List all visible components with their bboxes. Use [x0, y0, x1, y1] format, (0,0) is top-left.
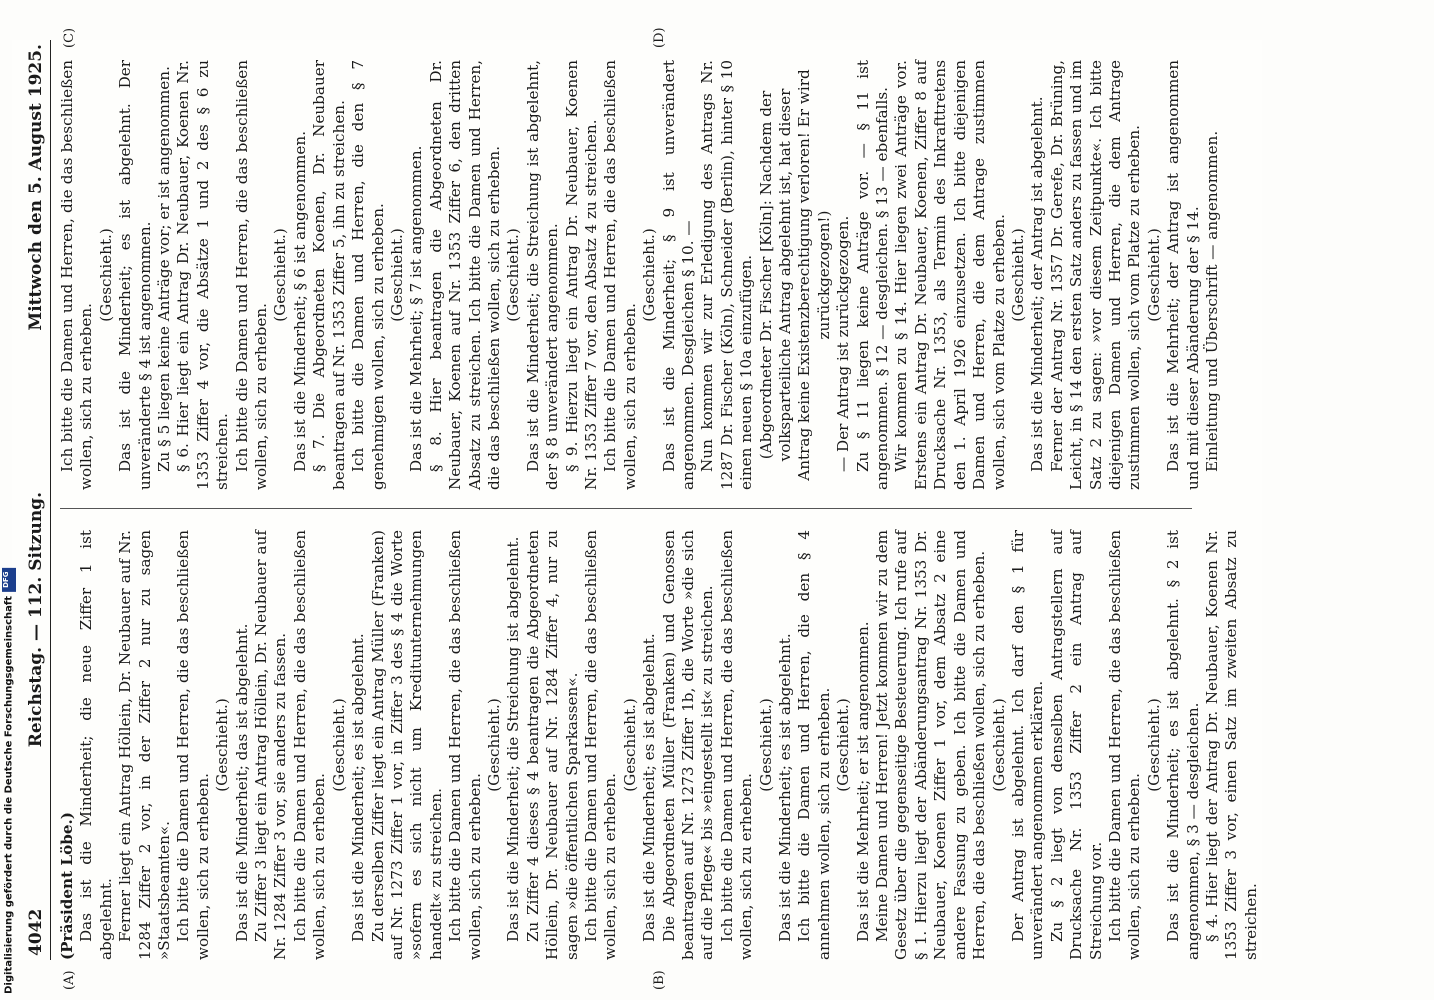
paragraph: Ferner der Antrag Nr. 1357 Dr. Gerefe, Dr. Brüning, Leicht, in § 14 den ersten Satz anders zu fassen und im Satz 2 zu sagen: »vor diesem Zeitpunkte«. Ich bitte diejenigen Damen und Herren, die dem Antrage zustimmen wollen, sich vom Platze zu erheben.: [1047, 60, 1144, 490]
margin-mark-c: (C): [62, 27, 77, 48]
paragraph: Nun kommen wir zur Erledigung des Antrags Nr. 1287 Dr. Fischer (Köln), Schneider (Berlin), hinter § 10 einen neuen § 10a einzufügen.: [698, 60, 756, 490]
paragraph: Ich bitte die Damen und Herren, die das beschließen wollen, sich zu erheben.: [717, 530, 756, 960]
paragraph: Ich bitte die Damen und Herren, die das beschließen wollen, sich zu erheben.: [1105, 530, 1144, 960]
paragraph: (Präsident Löbe.): [58, 812, 76, 960]
paragraph: (Geschieht.): [1144, 698, 1163, 792]
paragraph: Zu § 5 liegen keine Anträge vor; er ist angenommen.: [155, 66, 174, 472]
digitization-credit: [2, 568, 16, 994]
margin-mark-a: (A): [62, 970, 77, 990]
paragraph: (Geschieht.): [504, 228, 523, 322]
paragraph: § 6. Hier liegt ein Antrag Dr. Neubauer, Koenen Nr. 1353 Ziffer 4 vor, die Absätze 1 und 2 des § 6 zu streichen.: [174, 60, 232, 490]
paragraph: Zu derselben Ziffer liegt ein Antrag Müller (Franken) auf Nr. 1273 Ziffer 1 vor, in Ziffer 3 des § 4 die Worte »sofern es sich nicht um Kreditunternehmungen handelt« zu streichen.: [368, 530, 445, 960]
paragraph: (Geschieht.): [213, 698, 232, 792]
paragraph: Das ist die Minderheit; die neue Ziffer 1 ist abgelehnt.: [77, 530, 115, 960]
paragraph: Das ist die Minderheit; es ist abgelehnt.: [776, 633, 795, 942]
margin-mark-b: (B): [652, 970, 667, 990]
paragraph: (Geschieht.): [1008, 228, 1027, 322]
paragraph: Zu § 2 liegt von denselben Antragstellern auf Drucksache Nr. 1353 Ziffer 2 ein Antrag auf Streichung vor.: [1047, 530, 1105, 960]
page-header: [12, 40, 51, 960]
dfg-logo: DFG: [2, 568, 16, 592]
paragraph: Ferner liegt ein Antrag Höllein, Dr. Neubauer auf Nr. 1284 Ziffer 2 vor, in der Ziffer 2 nur zu sagen »Staatsbeamten«.: [116, 530, 174, 960]
paragraph: Zu Ziffer 4 dieses § 4 beantragen die Abgeordneten Höllein, Dr. Neubauer auf Nr. 1284 Ziffer 4, nur zu sagen »die öffentlichen Sparkassen«.: [523, 530, 581, 960]
paragraph: § 7. Die Abgeordneten Koenen, Dr. Neubauer beantragen auf Nr. 1353 Ziffer 5, ihn zu streichen.: [310, 60, 348, 490]
paragraph: Das ist die Minderheit; die Streichung ist abgelehnt, der § 8 unverändert angenommen.: [523, 60, 562, 490]
paragraph: Das ist die Mehrheit; der Antrag ist angenommen und mit dieser Abänderung der § 14.: [1164, 60, 1202, 490]
paragraph: Das ist die Minderheit; die Streichung ist abgelehnt.: [504, 536, 523, 942]
paragraph: Das ist die Minderheit; § 6 ist angenommen.: [290, 130, 309, 472]
paragraph: Das ist die Minderheit; es ist abgelehnt.: [640, 633, 659, 942]
paragraph: (Geschieht.): [329, 698, 348, 792]
paragraph: (Geschieht.): [271, 228, 290, 322]
paragraph: § 9. Hierzu liegt ein Antrag Dr. Neubauer, Koenen Nr. 1353 Ziffer 7 vor, den Absatz 4 zu streichen.: [562, 60, 600, 490]
paragraph: (Geschieht.): [834, 698, 853, 792]
session-date: Mittwoch den 5. August 1925.: [26, 44, 46, 331]
paragraph: Ich bitte die Damen und Herren, die das beschließen wollen, sich zu erheben.: [174, 530, 212, 960]
paragraph: Das ist die Minderheit; es ist abgelehnt. § 2 ist angenommen, § 3 — desgleichen.: [1164, 530, 1202, 960]
paragraph: Das ist die Minderheit; § 9 ist unverändert angenommen. Desgleichen § 10. —: [659, 60, 697, 490]
paragraph: (Geschieht.): [484, 698, 503, 792]
paragraph: Ich bitte die Damen und Herren, die das beschließen wollen, sich zu erheben.: [58, 60, 96, 490]
paragraph: Das ist die Minderheit; es ist abgelehnt. Der unveränderte § 4 ist angenommen.: [116, 60, 154, 490]
paragraph: Ich bitte die Damen und Herren, die das beschließen wollen, sich zu erheben.: [232, 60, 271, 490]
page-number: 4042: [26, 908, 46, 956]
paragraph: Das ist die Mehrheit; er ist angenommen.: [853, 621, 872, 942]
column-divider: [60, 508, 1192, 509]
paragraph: Ich bitte die Damen und Herren, die den § 7 genehmigen wollen, sich zu erheben.: [349, 60, 387, 490]
paragraph: Ich bitte die Damen und Herren, die das beschließen wollen, sich zu erheben.: [290, 530, 329, 960]
paragraph: Ich bitte die Damen und Herren, die das beschließen wollen, sich zu erheben.: [601, 60, 639, 490]
paragraph: Ich bitte die Damen und Herren, die das beschließen wollen, sich zu erheben.: [581, 530, 620, 960]
paragraph: (Geschieht.): [989, 698, 1008, 792]
paragraph: Ich bitte die Damen und Herren, die das beschließen wollen, sich zu erheben.: [446, 530, 484, 960]
paragraph: (Geschieht.): [387, 228, 406, 322]
paragraph: (Geschieht.): [96, 228, 115, 322]
rotated-document-page: [12, 27, 1262, 990]
paragraph: (Geschieht.): [756, 698, 775, 792]
paragraph: Das ist die Minderheit; das ist abgelehnt.: [232, 623, 251, 942]
paragraph: — Der Antrag ist zurückgezogen.: [834, 215, 853, 472]
paragraph: § 8. Hier beantragen die Abgeordneten Dr. Neubauer, Koenen auf Nr. 1353 Ziffer 6, den dritten Absatz zu streichen. Ich bitte die Damen und Herren, die das beschließen wollen, sich zu erheben.: [426, 60, 503, 490]
paragraph: (Abgeordneter Dr. Fischer [Köln]: Nachdem der volksparteiliche Antrag abgelehnt ist, hat dieser Antrag keine Existenzberechtigung verloren! Er wird zurückgezogen!): [756, 69, 833, 481]
paragraph: Zu § 11 liegen keine Anträge vor. — § 11 ist angenommen. § 12 — desgleichen. § 13 — ebenfalls.: [853, 60, 892, 490]
paragraph: Der Antrag ist abgelehnt. Ich darf den § 1 für unverändert angenommen erklären.: [1008, 530, 1047, 960]
right-text-column: [58, 60, 1242, 490]
paragraph: Meine Damen und Herren! Jetzt kommen wir zu dem Gesetz über die gegenseitige Besteuerung. Ich rufe auf § 1. Hierzu liegt der Abänderungsantrag Nr. 1353 Dr. Neubauer, Koenen Ziffer 1 vor, dem Absatz 2 eine andere Fassung zu geben. Ich bitte die Damen und Herren, die das beschließen wollen, sich zu erheben.: [873, 530, 989, 960]
paragraph: Das ist die Mehrheit; § 7 ist angenommen.: [407, 145, 426, 472]
paragraph: Wir kommen zu § 14. Hier liegen zwei Anträge vor. Erstens ein Antrag Dr. Neubauer, Koenen, Ziffer 8 auf Drucksache Nr. 1353, als Termin des Inkrafttretens den 1. April 1926 einzusetzen. Ich bitte diejenigen Damen und Herren, die dem Antrage zustimmen wollen, sich vom Platze zu erheben.: [892, 60, 1008, 490]
credit-text: Digitalisierung gefördert durch die Deutsche Forschungsgemeinschaft: [3, 596, 15, 994]
paragraph: Das ist die Minderheit; der Antrag ist abgelehnt.: [1028, 96, 1047, 472]
paragraph: § 4. Hier liegt der Antrag Dr. Neubauer, Koenen Nr. 1353 Ziffer 3 vor, einen Satz im zweiten Absatz zu streichen.: [1202, 530, 1260, 960]
paragraph: Ich bitte die Damen und Herren, die den § 4 annehmen wollen, sich zu erheben.: [795, 530, 833, 960]
paragraph: Das ist die Minderheit; es ist abgelehnt.: [349, 633, 368, 942]
margin-mark-d: (D): [652, 27, 667, 48]
session-title: Reichstag. — 112. Sitzung.: [26, 492, 46, 748]
paragraph: (Geschieht.): [640, 228, 659, 322]
paragraph: Zu Ziffer 3 liegt ein Antrag Höllein, Dr. Neubauer auf Nr. 1284 Ziffer 3 vor, sie anders zu fassen.: [252, 530, 290, 960]
paragraph: Einleitung und Überschrift — angenommen.: [1202, 130, 1221, 472]
paragraph: (Geschieht.): [1144, 228, 1163, 322]
paragraph: Die Abgeordneten Müller (Franken) und Genossen beantragen auf Nr. 1273 Ziffer 1b, die Worte »die sich auf die Pflege« bis »eingestellt ist« zu streichen.: [659, 530, 717, 960]
left-text-column: [58, 530, 1260, 960]
paragraph: (Geschieht.): [620, 698, 639, 792]
